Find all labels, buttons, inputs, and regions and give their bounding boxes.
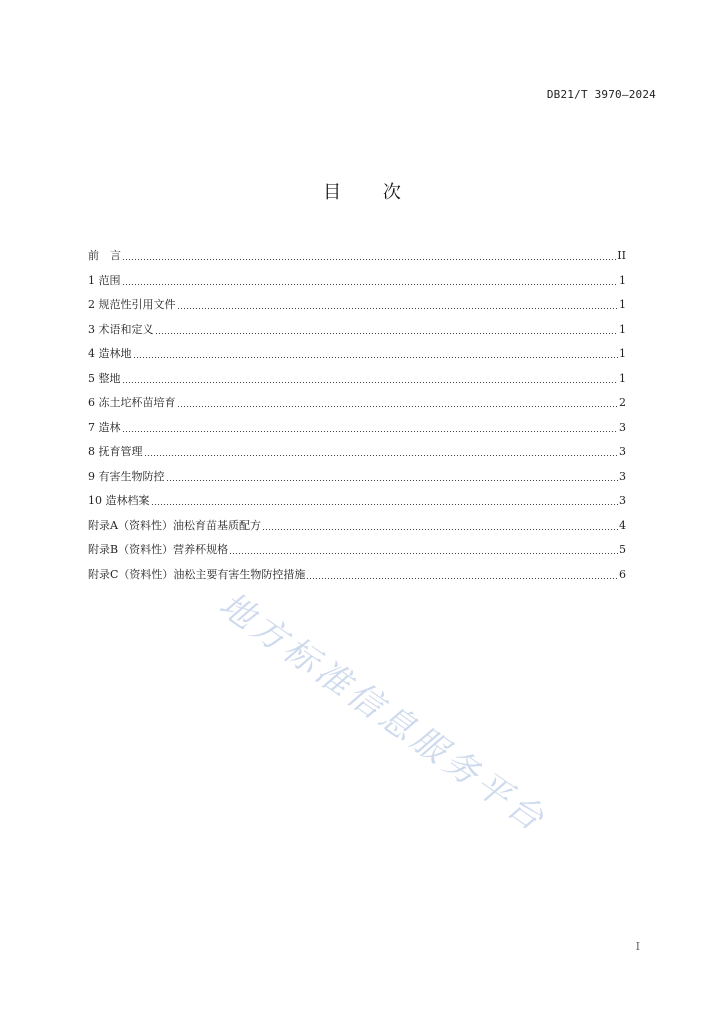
watermark: 地方标准信息服务平台	[211, 584, 555, 842]
toc-entry-page: 1	[619, 347, 626, 361]
toc-entry-foreword[interactable]	[88, 244, 626, 269]
toc-entry-label: 5 整地	[88, 371, 121, 385]
toc-entry-page: 3	[619, 494, 626, 508]
toc-entry-label: 附录A（资料性）油松育苗基质配方	[88, 518, 261, 532]
toc-list	[88, 244, 626, 587]
dot-leader	[177, 308, 619, 309]
toc-entry-normative-references[interactable]	[88, 293, 626, 318]
toc-entry-label: 2 规范性引用文件	[88, 298, 176, 312]
dot-leader	[122, 382, 619, 383]
toc-entry-tending-management[interactable]	[88, 440, 626, 465]
toc-entry-label: 4 造林地	[88, 347, 132, 361]
toc-entry-label: 3 术语和定义	[88, 322, 154, 336]
toc-entry-label: 8 抚育管理	[88, 445, 143, 459]
toc-entry-label: 附录C（资料性）油松主要有害生物防控措施	[88, 567, 306, 581]
toc-entry-afforestation-records[interactable]	[88, 489, 626, 514]
toc-entry-page: 3	[619, 420, 626, 434]
toc-entry-page: 2	[619, 396, 626, 410]
dot-leader	[306, 578, 618, 579]
dot-leader	[133, 357, 619, 358]
dot-leader	[122, 284, 619, 285]
toc-entry-label: 1 范围	[88, 273, 121, 287]
toc-entry-scope[interactable]	[88, 269, 626, 294]
document-code: DB21/T 3970—2024	[546, 88, 656, 101]
toc-entry-label: 前 言	[88, 249, 121, 263]
toc-entry-page: 1	[619, 322, 626, 336]
toc-entry-label: 6 冻土坨杯苗培育	[88, 396, 176, 410]
dot-leader	[166, 480, 619, 481]
toc-entry-pest-control[interactable]	[88, 465, 626, 490]
dot-leader	[155, 333, 619, 334]
toc-entry-terms-definitions[interactable]	[88, 318, 626, 343]
toc-entry-label: 附录B（资料性）营养杯规格	[88, 543, 229, 557]
toc-entry-page: 3	[619, 445, 626, 459]
dot-leader	[122, 259, 616, 260]
dot-leader	[262, 529, 618, 530]
toc-entry-appendix-a[interactable]	[88, 514, 626, 539]
toc-entry-page: 6	[619, 567, 626, 581]
toc-entry-page: 4	[619, 518, 626, 532]
toc-entry-page: 1	[619, 273, 626, 287]
dot-leader	[144, 455, 619, 456]
toc-entry-page: 3	[619, 469, 626, 483]
page-number: I	[635, 940, 640, 953]
dot-leader	[151, 504, 619, 505]
toc-entry-appendix-c[interactable]	[88, 563, 626, 588]
toc-entry-label: 7 造林	[88, 420, 121, 434]
dot-leader	[177, 406, 619, 407]
toc-entry-appendix-b[interactable]	[88, 538, 626, 563]
page-title: 目 次	[323, 182, 419, 203]
dot-leader	[229, 553, 618, 554]
toc-entry-page: 1	[619, 298, 626, 312]
toc-entry-page: II	[617, 249, 626, 263]
toc-entry-page: 1	[619, 371, 626, 385]
toc-entry-site-preparation[interactable]	[88, 367, 626, 392]
toc-entry-afforestation[interactable]	[88, 416, 626, 441]
toc-entry-seedling-cultivation[interactable]	[88, 391, 626, 416]
toc-entry-label: 10 造林档案	[88, 494, 150, 508]
dot-leader	[122, 431, 619, 432]
toc-entry-page: 5	[619, 543, 626, 557]
toc-entry-afforestation-land[interactable]	[88, 342, 626, 367]
toc-entry-label: 9 有害生物防控	[88, 469, 165, 483]
